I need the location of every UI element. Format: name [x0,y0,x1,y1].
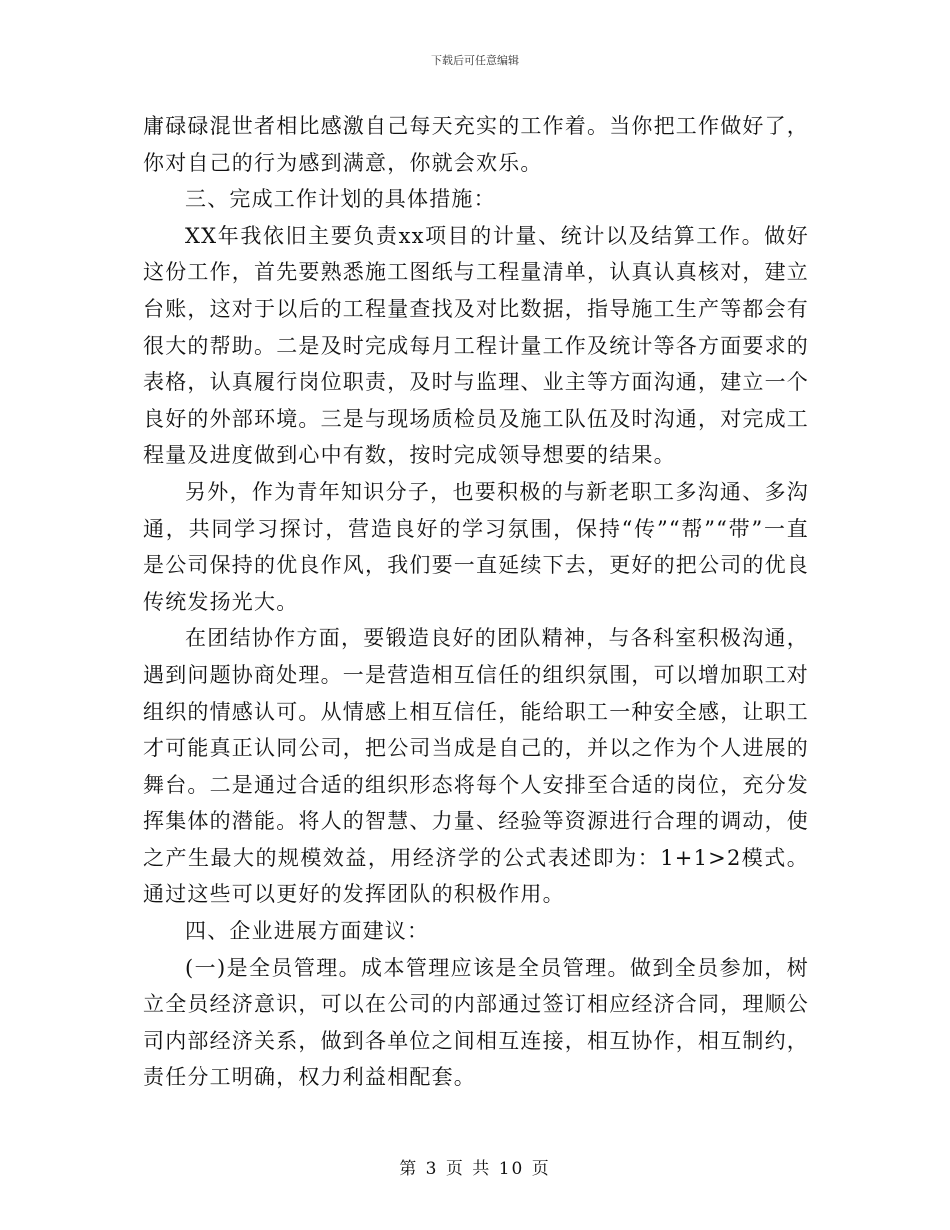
paragraph-teamwork: 在团结协作方面，要锻造良好的团队精神，与各科室积极沟通，遇到问题协商处理。一是营造相互信任的组织氛围，可以增加职工对组织的情感认可。从情感上相互信任，能给职工一种安全感，让职工才可能真正认同公司，把公司当成是自己的，并以之作为个人进展的舞台。二是通过合适的组织形态将每个人安排至合适的岗位，充分发挥集体的潜能。将人的智慧、力量、经验等资源进行合理的调动，使之产生最大的规模效益，用经济学的公式表述即为：1+1>2模式。通过这些可以更好的发挥团队的积极作用。 [143,626,809,907]
paragraph-full-staff-management: (一)是全员管理。成本管理应该是全员管理。做到全员参加，树立全员经济意识，可以在公司的内部通过签订相应经济合同，理顺公司内部经济关系，做到各单位之间相互连接，相互协作，相互制约，责任分工明确，权力利益相配套。 [143,955,809,1090]
section-heading-measures: 三、完成工作计划的具体措施： [185,187,496,212]
paragraph-work-plan: XX年我依旧主要负责xx项目的计量、统计以及结算工作。做好这份工作，首先要熟悉施工图纸与工程量清单，认真认真核对，建立台账，这对于以后的工程量查找及对比数据，指导施工生产等都会有很大的帮助。二是及时完成每月工程计量工作及统计等各方面要求的表格，认真履行岗位职责，及时与监理、业主等方面沟通，建立一个良好的外部环境。三是与现场质检员及施工队伍及时沟通，对完成工程量及进度做到心中有数，按时完成领导想要的结果。 [143,223,809,468]
paragraph-continuation: 庸碌碌混世者相比感激自己每天充实的工作着。当你把工作做好了，你对自己的行为感到满意，你就会欢乐。 [143,114,809,175]
page-number: 第 3 页 共 10 页 [399,1159,551,1179]
page-header: 下载后可任意编辑 [431,54,519,67]
document-body [143,108,809,1096]
paragraph-communication: 另外，作为青年知识分子，也要积极的与新老职工多沟通、多沟通，共同学习探讨，营造良好的学习氛围，保持“传”“帮”“带”一直是公司保持的优良作风，我们要一直延续下去，更好的把公司的优良传统发扬光大。 [143,479,810,614]
section-heading-suggestions: 四、企业进展方面建议： [185,919,430,944]
